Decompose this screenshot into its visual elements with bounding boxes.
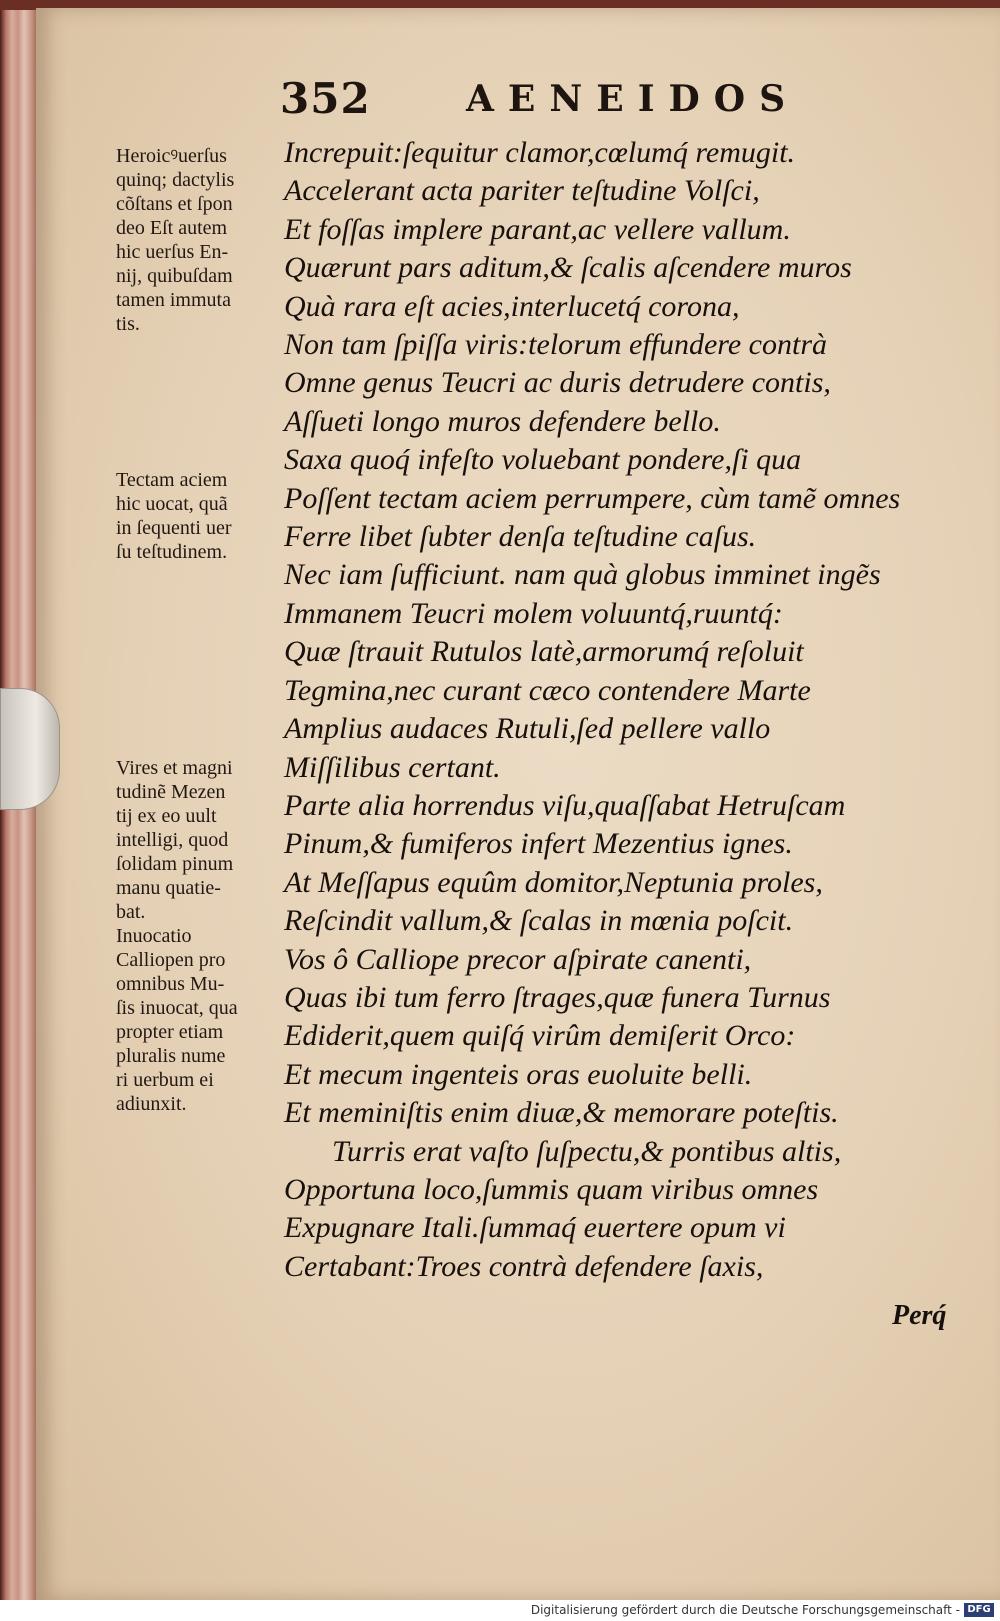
verse-line: Ferre libet ſubter denſa teſtudine caſus. — [284, 520, 757, 554]
footer-bar — [0, 1600, 1000, 1621]
verse-block — [284, 134, 974, 1286]
verse-line: Et mecum ingenteis oras euoluite belli. — [284, 1057, 753, 1091]
verse-line: Immanem Teucri molem voluuntq́,ruuntq́: — [284, 596, 783, 630]
verse-line: At Meſſapus equûm domitor,Neptunia proles, — [284, 865, 823, 899]
margin-note: Heroicꝰuerſus quinq; dactylis cõſtans et ſpon deo Eſt autem hic uerſus En- nij, quibuſdam tamen immuta tis. — [116, 145, 235, 335]
verse-line: Quæ ſtrauit Rutulos latè,armorumq́ reſoluit — [284, 635, 804, 669]
verse-line: Non tam ſpiſſa viris:telorum effundere contrà — [284, 328, 828, 362]
page-number: 352 — [280, 74, 371, 123]
verse-line: Accelerant acta pariter teſtudine Volſci, — [284, 174, 760, 208]
verse-line: Tegmina,nec curant cæco contendere Marte — [284, 673, 811, 707]
margin-note: Tectam aciem hic uocat, quã in ſequenti uer ſu teſtudinem. — [116, 469, 232, 563]
verse-line: Increpuit:ſequitur clamor,cœlumq́ remugit. — [284, 136, 796, 169]
verse-line: Quas ibi tum ferro ſtrages,quæ funera Turnus — [284, 980, 831, 1014]
running-title: AENEIDOS — [466, 78, 800, 120]
verse-line: Et meminiſtis enim diuæ,& memorare poteſtis. — [284, 1096, 839, 1130]
verse-line: Saxa quoq́ infeſto voluebant pondere,ſi qua — [284, 443, 802, 477]
verse-line: Turris erat vaſto ſuſpectu,& pontibus altis, — [332, 1134, 842, 1168]
margin-note: Vires et magni tudinẽ Mezen tij ex eo uult intelligi, quod ſolidam pinum manu quatie- bat. Inuocatio Calliopen pro omnibus Mu- ſis inuocat, qua propter etiam pluralis nume ri uerbum ei adiunxit. — [116, 757, 238, 1115]
verse-line: Certabant:Troes contrà defendere ſaxis, — [284, 1249, 764, 1283]
verse-line: Et foſſas implere parant,ac vellere vallum. — [284, 212, 791, 246]
verse-line: Quærunt pars aditum,& ſcalis aſcendere muros — [284, 251, 852, 285]
verse-line: Reſcindit vallum,& ſcalas in mœnia poſcit. — [284, 904, 794, 938]
funding-credit: Digitalisierung gefördert durch die Deutsche Forschungsgemeinschaft - — [530, 1603, 960, 1617]
verse-line: Miſſilibus certant. — [284, 750, 501, 784]
verse-line: Quà rara eſt acies,interlucetq́ corona, — [284, 289, 740, 323]
verse-line: Omne genus Teucri ac duris detrudere contis, — [284, 366, 831, 400]
page-clip — [0, 688, 60, 810]
verse-line: Ediderit,quem quiſq́ virûm demiſerit Orco: — [284, 1019, 796, 1053]
verse-line: Amplius audaces Rutuli,ſed pellere vallo — [284, 712, 771, 746]
verse-line: Vos ô Calliope precor aſpirate canenti, — [284, 942, 752, 976]
verse-line: Aſſueti longo muros defendere bello. — [284, 404, 721, 438]
verse-line: Pinum,& fumiferos infert Mezentius ignes. — [284, 827, 793, 861]
verse-line: Expugnare Itali.ſummaq́ euertere opum vi — [284, 1211, 786, 1245]
verse-line: Poſſent tectam aciem perrumpere, cùm tamẽ omnes — [284, 481, 901, 515]
verse-line: Parte alia horrendus viſu,quaſſabat Hetruſcam — [284, 788, 846, 822]
dfg-logo-icon: DFG — [964, 1603, 994, 1617]
catchword: Perq́ — [892, 1300, 947, 1331]
verse-line: Nec iam ſufficiunt. nam quà globus imminet ingẽs — [284, 558, 881, 592]
verse-line: Opportuna loco,ſummis quam viribus omnes — [284, 1172, 819, 1206]
page-header — [280, 74, 820, 124]
